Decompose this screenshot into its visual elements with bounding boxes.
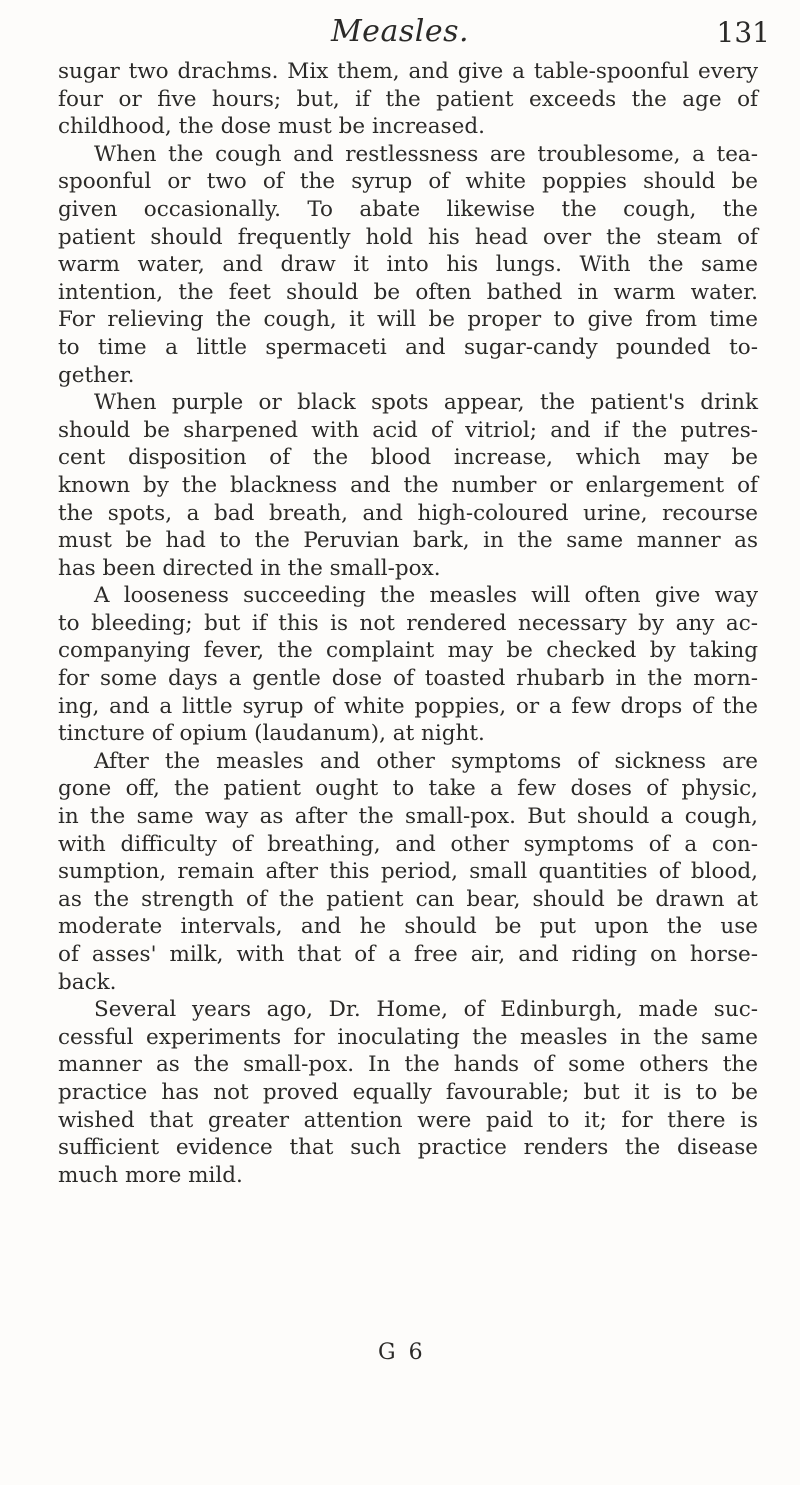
text-line: should be sharpened with acid of vitriol; and if the putres- (58, 417, 758, 443)
text-line: After the measles and other symptoms of sickness are (94, 748, 758, 774)
text-line: gone off, the patient ought to take a few doses of physic, (58, 776, 758, 802)
text-line: sumption, remain after this period, small quantities of blood, (58, 859, 758, 885)
text-line: patient should frequently hold his head over the steam of (58, 224, 758, 250)
body-text (58, 58, 758, 1189)
text-line: sugar two drachms. Mix them, and give a table-spoonful every (58, 59, 758, 84)
text-line: wished that greater attention were paid to it; for there is (58, 1107, 758, 1133)
text-line: ing, and a little syrup of white poppies, or a few drops of the (58, 693, 758, 719)
text-line: sufficient evidence that such practice renders the disease (58, 1135, 758, 1161)
text-line: moderate intervals, and he should be put upon the use (58, 914, 758, 940)
text-line: intention, the feet should be often bathed in warm water. (58, 279, 758, 305)
text-line: childhood, the dose must be increased. (58, 114, 485, 140)
text-line: of asses' milk, with that of a free air, and riding on horse- (58, 942, 758, 967)
text-line: as the strength of the patient can bear, should be drawn at (58, 886, 758, 912)
text-line: manner as the small-pox. In the hands of some others the (58, 1052, 758, 1078)
page-number: 131 (716, 16, 770, 49)
text-line: in the same way as after the small-pox. But should a cough, (58, 804, 758, 830)
text-line: When the cough and restlessness are troublesome, a tea- (94, 141, 758, 167)
text-line: has been directed in the small-pox. (58, 555, 441, 581)
text-line: the spots, a bad breath, and high-coloured urine, recourse (58, 500, 758, 526)
signature-mark: G 6 (378, 1340, 426, 1365)
text-line: with difficulty of breathing, and other symptoms of a con- (58, 831, 758, 857)
text-line: must be had to the Peruvian bark, in the same manner as (58, 528, 758, 554)
text-line: Several years ago, Dr. Home, of Edinburgh, made suc- (94, 997, 758, 1023)
text-line: spoonful or two of the syrup of white poppies should be (58, 169, 758, 195)
text-line: to bleeding; but if this is not rendered necessary by any ac- (58, 610, 758, 636)
text-line: much more mild. (58, 1162, 243, 1188)
text-line: tincture of opium (laudanum), at night. (58, 721, 485, 747)
text-line: When purple or black spots appear, the patient's drink (94, 390, 758, 416)
text-line: practice has not proved equally favourable; but it is to be (58, 1079, 758, 1105)
running-title: Measles. (330, 14, 470, 49)
running-head (0, 14, 800, 54)
text-line: cent disposition of the blood increase, which may be (58, 445, 758, 471)
text-line: companying fever, the complaint may be checked by taking (58, 638, 758, 664)
text-line: warm water, and draw it into his lungs. With the same (58, 252, 758, 278)
text-line: gether. (58, 362, 135, 388)
text-line: A looseness succeeding the measles will often give way (94, 583, 758, 609)
text-line: four or five hours; but, if the patient exceeds the age of (58, 86, 758, 112)
text-line: For relieving the cough, it will be proper to give from time (58, 307, 758, 333)
text-line: to time a little spermaceti and sugar-candy pounded to- (58, 334, 758, 360)
text-line: cessful experiments for inoculating the measles in the same (58, 1024, 758, 1050)
text-line: given occasionally. To abate likewise the cough, the (58, 196, 758, 222)
text-line: for some days a gentle dose of toasted rhubarb in the morn- (58, 666, 758, 692)
text-line: known by the blackness and the number or enlargement of (58, 472, 758, 498)
text-line: back. (58, 969, 117, 995)
